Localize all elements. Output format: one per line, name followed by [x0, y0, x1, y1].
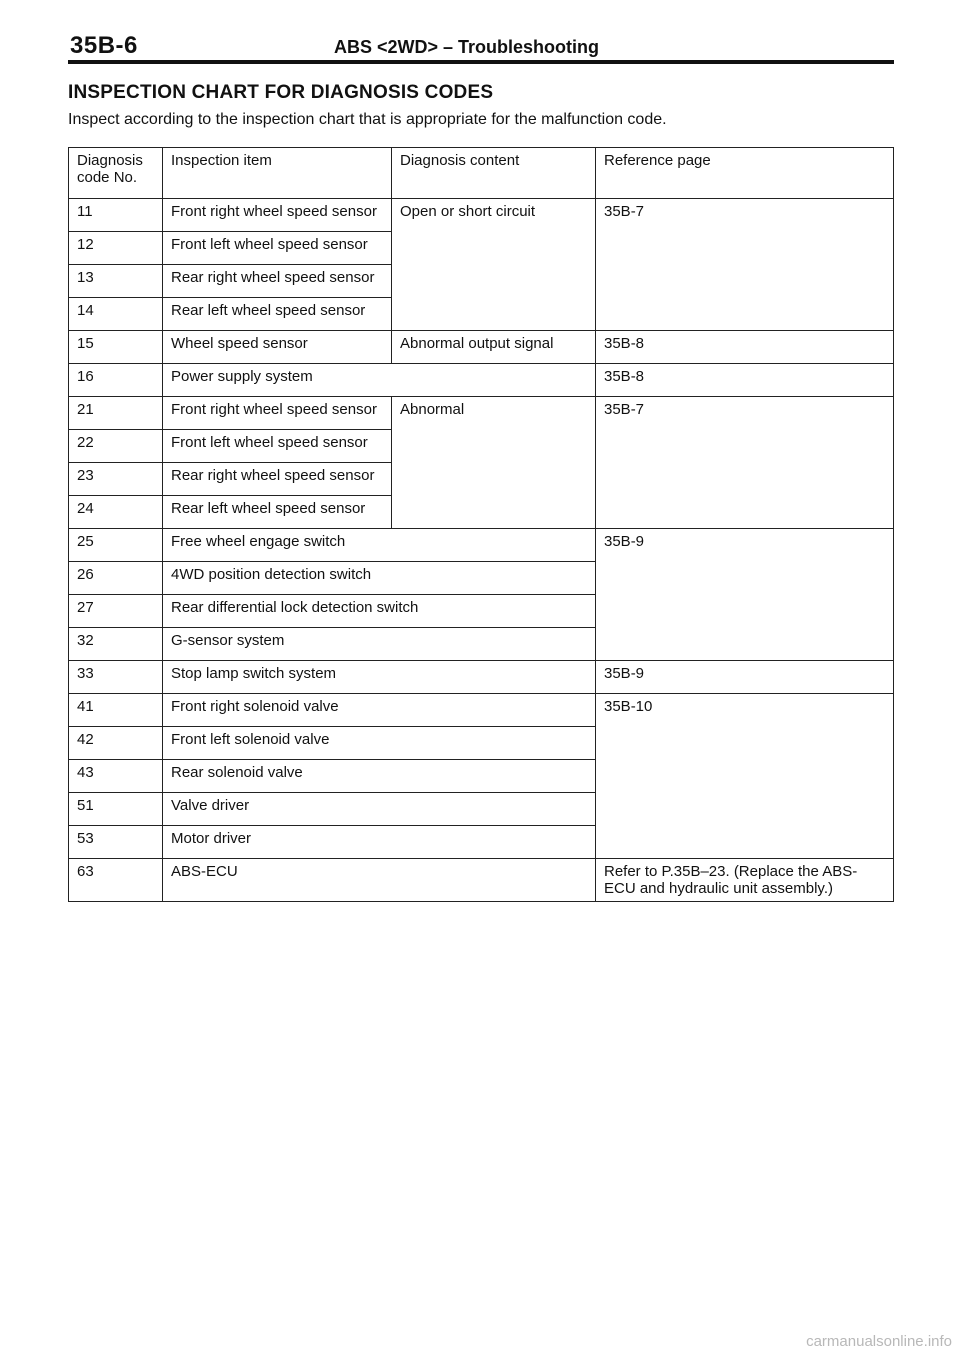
page-header [68, 30, 892, 62]
code-cell: 15 [69, 331, 163, 364]
code-cell: 12 [69, 232, 163, 265]
table-row [69, 199, 894, 232]
content-cell: Abnormal [392, 397, 596, 529]
item-cell: Front left solenoid valve [163, 727, 596, 760]
ref-cell: 35B-9 [596, 661, 894, 694]
code-cell: 63 [69, 859, 163, 902]
header-ref: Reference page [596, 148, 894, 199]
code-cell: 13 [69, 265, 163, 298]
ref-cell: 35B-8 [596, 364, 894, 397]
header-content: Diagnosis content [392, 148, 596, 199]
code-cell: 33 [69, 661, 163, 694]
item-cell: Rear solenoid valve [163, 760, 596, 793]
ref-cell: 35B-10 [596, 694, 894, 859]
item-cell: Rear differential lock detection switch [163, 595, 596, 628]
code-cell: 24 [69, 496, 163, 529]
item-cell: Front left wheel speed sensor [163, 430, 392, 463]
code-cell: 43 [69, 760, 163, 793]
item-cell: Rear left wheel speed sensor [163, 298, 392, 331]
item-cell: Rear right wheel speed sensor [163, 265, 392, 298]
code-cell: 11 [69, 199, 163, 232]
header-rule [68, 60, 894, 64]
code-cell: 41 [69, 694, 163, 727]
item-cell: Valve driver [163, 793, 596, 826]
page-header-title: ABS <2WD> – Troubleshooting [334, 37, 600, 57]
table-row [69, 661, 894, 694]
watermark: carmanualsonline.info [806, 1333, 952, 1350]
item-cell: Motor driver [163, 826, 596, 859]
table-row [69, 364, 894, 397]
item-cell: Front left wheel speed sensor [163, 232, 392, 265]
intro-text: Inspect according to the inspection chart that is appropriate for the malfunction code. [68, 111, 667, 128]
ref-cell: Refer to P.35B–23. (Replace the ABS-ECU and hydraulic unit assembly.) [596, 859, 894, 902]
content-cell: Open or short circuit [392, 199, 596, 331]
item-cell: Wheel speed sensor [163, 331, 392, 364]
ref-cell: 35B-7 [596, 397, 894, 529]
inspection-chart-table [68, 147, 894, 902]
item-cell: Power supply system [163, 364, 596, 397]
table-row [69, 694, 894, 727]
item-cell: Rear right wheel speed sensor [163, 463, 392, 496]
item-cell: G-sensor system [163, 628, 596, 661]
code-cell: 51 [69, 793, 163, 826]
item-cell: Front right solenoid valve [163, 694, 596, 727]
content-cell: Abnormal output signal [392, 331, 596, 364]
table-row [69, 331, 894, 364]
code-cell: 23 [69, 463, 163, 496]
table-row [69, 397, 894, 430]
code-cell: 25 [69, 529, 163, 562]
code-cell: 14 [69, 298, 163, 331]
code-cell: 26 [69, 562, 163, 595]
item-cell: ABS-ECU [163, 859, 596, 902]
item-cell: Front right wheel speed sensor [163, 397, 392, 430]
header-code: Diagnosis code No. [69, 148, 163, 199]
page-number: 35B-6 [70, 32, 138, 59]
ref-cell: 35B-9 [596, 529, 894, 661]
item-cell: 4WD position detection switch [163, 562, 596, 595]
table-row [69, 859, 894, 902]
table-header-row [69, 148, 894, 199]
code-cell: 32 [69, 628, 163, 661]
code-cell: 42 [69, 727, 163, 760]
item-cell: Rear left wheel speed sensor [163, 496, 392, 529]
header-item: Inspection item [163, 148, 392, 199]
code-cell: 22 [69, 430, 163, 463]
item-cell: Stop lamp switch system [163, 661, 596, 694]
code-cell: 16 [69, 364, 163, 397]
ref-cell: 35B-8 [596, 331, 894, 364]
code-cell: 27 [69, 595, 163, 628]
section-title: INSPECTION CHART FOR DIAGNOSIS CODES [68, 82, 494, 103]
code-cell: 53 [69, 826, 163, 859]
item-cell: Free wheel engage switch [163, 529, 596, 562]
table-row [69, 529, 894, 562]
item-cell: Front right wheel speed sensor [163, 199, 392, 232]
ref-cell: 35B-7 [596, 199, 894, 331]
code-cell: 21 [69, 397, 163, 430]
